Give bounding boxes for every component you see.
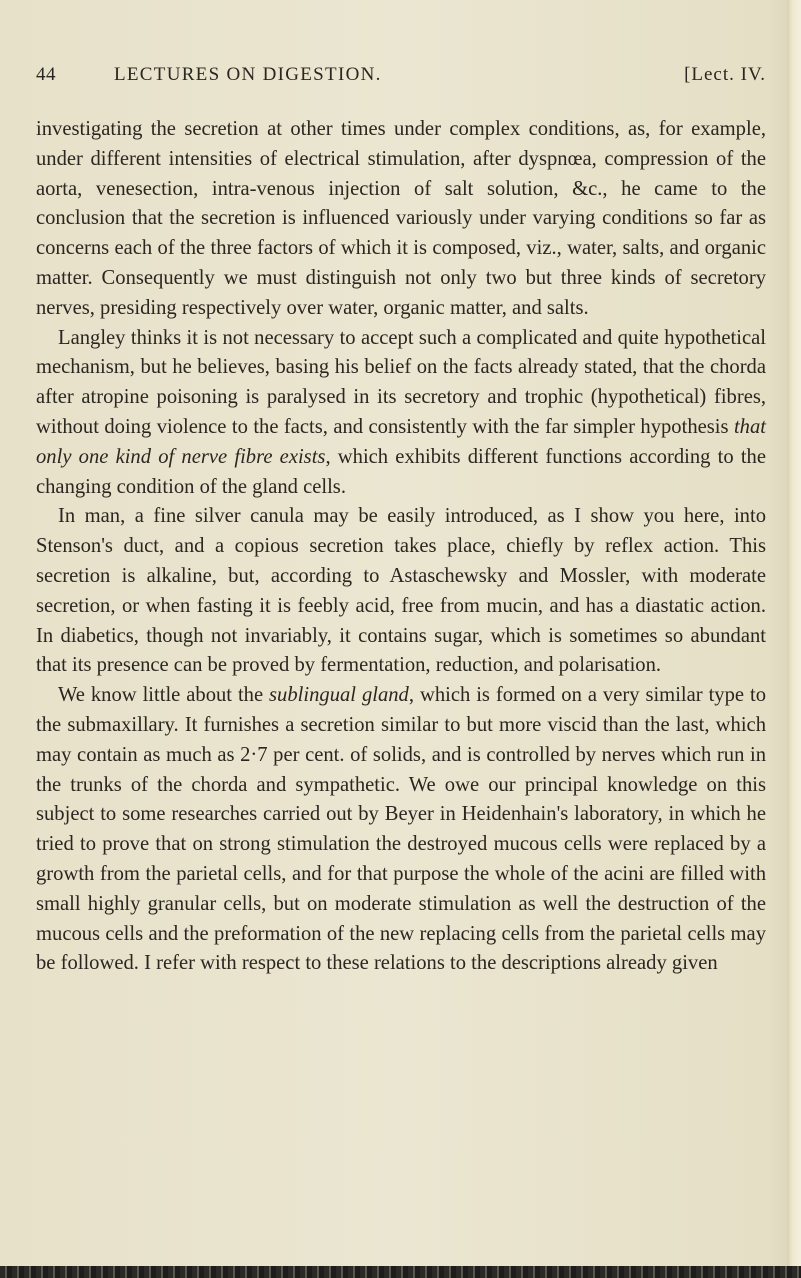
italic-phrase: sublingual gland: [269, 684, 409, 707]
page-number: 44: [36, 64, 56, 85]
paragraph-human-secretion: In man, a fine silver canula may be easily introduced, as I show you here, into Stenson's duct, and a copious secretion takes place, chiefly by reflex action. This secretion is alkaline, but, according to Astaschewsky and Mossler, with moderate secretion, or when fasting it is feebly acid, free from mucin, and has a diastatic action. In diabetics, though not invariably, it contains sugar, which is sometimes so abundant that its presence can be proved by fermentation, reduction, and polarisation.: [36, 505, 766, 677]
body-text: [36, 115, 766, 979]
page-edge-right: [787, 0, 801, 1278]
paragraph-continuation: investigating the secretion at other times under complex conditions, as, for example, under different intensities of electrical stimulation, after dyspnœa, compression of the aorta, venesection, intra-venous injection of salt solution, &c., he came to the conclusion that the secretion is influenced variously under varying conditions so far as concerns each of the three factors of which it is composed, viz., water, salts, and organic matter. Consequently we must distinguish not only two but three kinds of secretory nerves, presiding respectively over water, organic matter, and salts.: [36, 118, 766, 319]
page-header: [36, 64, 766, 94]
section-marker: [Lect. IV.: [684, 64, 766, 85]
page-edge-bottom: [0, 1266, 801, 1278]
paragraph-sublingual: We know little about the sublingual gland, which is formed on a very similar type to the submaxillary. It furnishes a secretion similar to but more viscid than the last, which may contain as much as 2·7 per cent. of solids, and is controlled by nerves which run in the trunks of the chorda and sympathetic. We owe our principal knowledge on this subject to some researches carried out by Beyer in Heidenhain's laboratory, in which he tried to prove that on strong stimulation the destroyed mucous cells were replaced by a growth from the parietal cells, and for that purpose the whole of the acini are filled with small highly granular cells, but on moderate stimulation as well the destruction of the mucous cells and the preformation of the new replacing cells from the parietal cells may be followed. I refer with respect to these relations to the descriptions already given: [36, 684, 766, 975]
running-title: LECTURES ON DIGESTION.: [114, 64, 382, 85]
paragraph-langley: Langley thinks it is not necessary to accept such a complicated and quite hypothetical mechanism, but he believes, basing his belief on the facts already stated, that the chorda after atropine poisoning is paralysed in its secretory and trophic (hypothetical) fibres, without doing violence to the facts, and consistently with the far simpler hypothesis that only one kind of nerve fibre exists, which exhibits different functions according to the changing condition of the gland cells.: [36, 326, 766, 498]
italic-phrase: that only one kind of nerve fibre exists: [36, 415, 766, 468]
